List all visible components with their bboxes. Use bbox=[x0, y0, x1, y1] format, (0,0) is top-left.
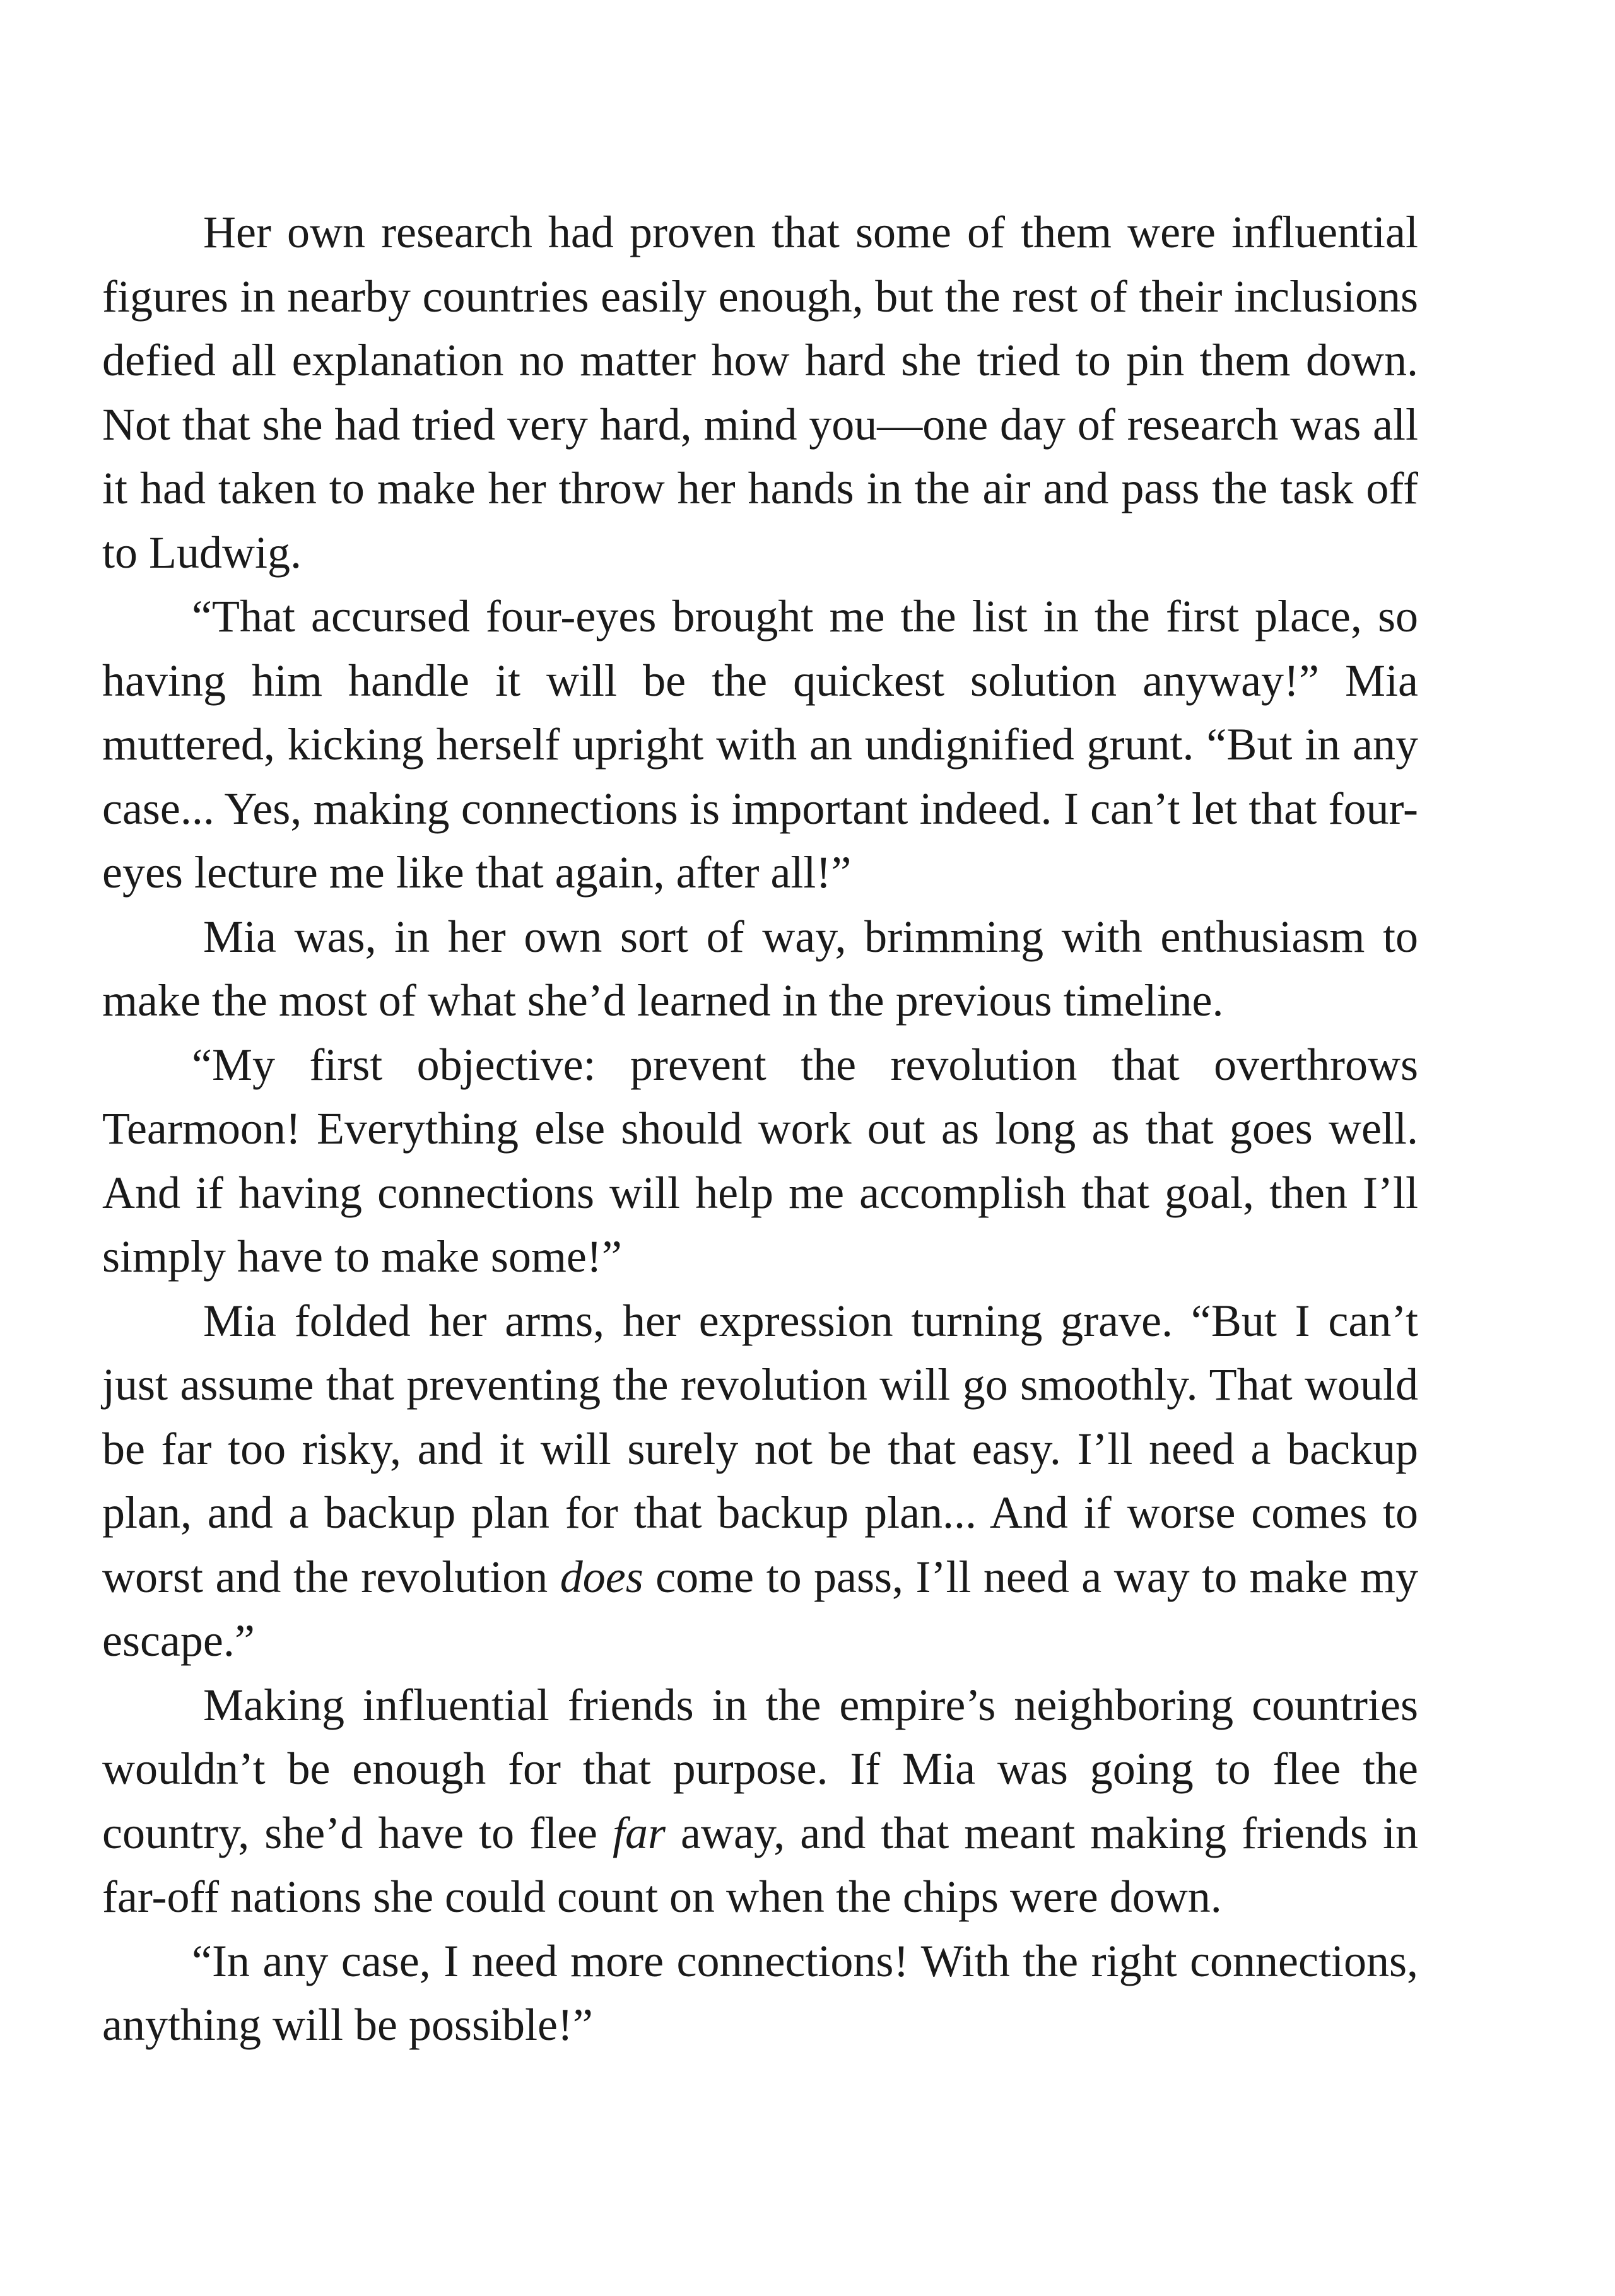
paragraph-text: Mia folded her arms, her expression turning grave. “But I can’t just assume that preventing the revolution will go smoothly. That would be far too risky, and it will surely not be that easy. I’ll need a backup plan, and a backup plan for that backup plan... And if worse comes to worst and the revolution bbox=[102, 1295, 1418, 1602]
emphasis-text: does bbox=[560, 1551, 643, 1602]
paragraph-3 bbox=[102, 905, 1418, 1033]
paragraph-text: “My first objective: prevent the revolution that overthrows Tearmoon! Everything else should work out as long as that goes well. And if having connections will help me accomplish that goal, then I’ll simply have to make some!” bbox=[102, 1039, 1418, 1282]
body-text bbox=[102, 201, 1418, 2058]
paragraph-1 bbox=[102, 201, 1418, 585]
paragraph-7 bbox=[102, 1930, 1418, 2058]
paragraph-text: Making influential friends in the empire’s neighboring countries wouldn’t be enough for that purpose. If Mia was going to flee the country, she’d have to flee bbox=[102, 1679, 1418, 1858]
paragraph-text: come to pass, I’ll need a way to make my escape.” bbox=[102, 1551, 1419, 1666]
paragraph-4 bbox=[102, 1033, 1418, 1289]
paragraph-text: Her own research had proven that some of them were influential figures in nearby countries easily enough, but the rest of their inclusions defied all explanation no matter how hard she tried to pin them down. Not that she had tried very hard, mind you—one day of research was all it had taken to make her throw her hands in the air and pass the task off to Ludwig. bbox=[102, 207, 1418, 578]
paragraph-5 bbox=[102, 1289, 1418, 1673]
paragraph-text: “In any case, I need more connections! With the right connections, anything will be possible!” bbox=[102, 1935, 1418, 2050]
paragraph-6 bbox=[102, 1673, 1418, 1930]
paragraph-text: Mia was, in her own sort of way, brimming with enthusiasm to make the most of what she’d learned in the previous timeline. bbox=[102, 911, 1418, 1026]
paragraph-2 bbox=[102, 585, 1418, 905]
paragraph-text: away, and that meant making friends in far-off nations she could count on when the chips were down. bbox=[102, 1807, 1418, 1922]
paragraph-text: “That accursed four-eyes brought me the list in the first place, so having him handle it will be the quickest solution anyway!” Mia muttered, kicking herself upright with an undignified grunt. “But in any case... Yes, making connections is important indeed. I can’t let that four-eyes lecture me like that again, after all!” bbox=[102, 591, 1418, 898]
emphasis-text: far bbox=[613, 1807, 666, 1858]
